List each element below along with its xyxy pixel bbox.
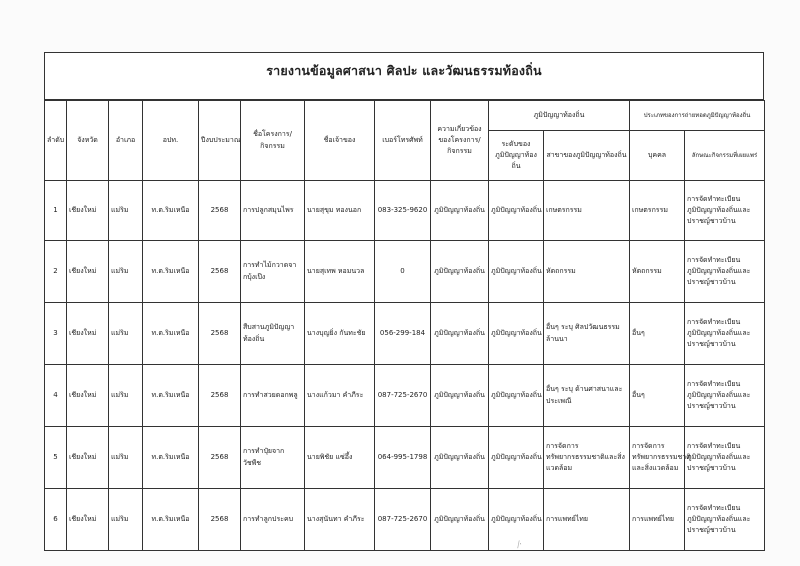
cell-province: เชียงใหม่ (67, 365, 109, 427)
table-row (45, 489, 765, 551)
scan-mark: ⁄· (516, 539, 524, 551)
table-row (45, 365, 765, 427)
cell-no: 1 (45, 181, 67, 241)
cell-province: เชียงใหม่ (67, 303, 109, 365)
cell-person: การแพทย์ไทย (630, 489, 685, 551)
cell-project: สืบสานภูมิปัญญาท้องถิ่น (241, 303, 305, 365)
header-project: ชื่อโครงการ/กิจกรรม (241, 101, 305, 181)
cell-level: ภูมิปัญญาท้องถิ่น (489, 303, 544, 365)
header-owner: ชื่อเจ้าของ (305, 101, 375, 181)
cell-year: 2568 (199, 303, 241, 365)
header-transfer-group: ประเภทของการถ่ายทอดภูมิปัญญาท้องถิ่น (630, 101, 765, 131)
cell-district: แม่ริม (109, 303, 143, 365)
cell-level: ภูมิปัญญาท้องถิ่น (489, 427, 544, 489)
cell-project: การทำไม้กวาดจากบุ้งเป๊ง (241, 241, 305, 303)
cell-phone: 087-725-2670 (375, 365, 431, 427)
cell-phone: 0 (375, 241, 431, 303)
cell-project: การทำปุ๋ยจากวัชพืช (241, 427, 305, 489)
cell-phone: 064-995-1798 (375, 427, 431, 489)
cell-field: อื่นๆ ระบุ ศิลปวัฒนธรรมล้านนา (544, 303, 630, 365)
cell-district: แม่ริม (109, 365, 143, 427)
cell-district: แม่ริม (109, 427, 143, 489)
cell-activity: การจัดทำทะเบียนภูมิปัญญาท้องถิ่นและปราชญ์ชาวบ้าน (685, 365, 765, 427)
header-spacer (44, 88, 764, 100)
cell-field: อื่นๆ ระบุ ด้านศาสนาและประเพณี (544, 365, 630, 427)
cell-province: เชียงใหม่ (67, 489, 109, 551)
cell-field: การจัดการทรัพยากรธรรมชาติและสิ่งแวดล้อม (544, 427, 630, 489)
cell-no: 2 (45, 241, 67, 303)
cell-no: 4 (45, 365, 67, 427)
cell-field: เกษตรกรรม (544, 181, 630, 241)
cell-owner: นางแก้วมา คำภีระ (305, 365, 375, 427)
cell-org: ท.ต.ริมเหนือ (143, 181, 199, 241)
cell-level: ภูมิปัญญาท้องถิ่น (489, 181, 544, 241)
cell-year: 2568 (199, 365, 241, 427)
cell-org: ท.ต.ริมเหนือ (143, 365, 199, 427)
cell-district: แม่ริม (109, 241, 143, 303)
table-row (45, 427, 765, 489)
cell-owner: นายพิชัย แซ่อึ้ง (305, 427, 375, 489)
cell-org: ท.ต.ริมเหนือ (143, 241, 199, 303)
cell-relation: ภูมิปัญญาท้องถิ่น (431, 241, 489, 303)
header-budget-year: ปีงบประมาณ (199, 101, 241, 181)
cell-year: 2568 (199, 241, 241, 303)
cell-owner: นางสุนันทา คำภีระ (305, 489, 375, 551)
cell-phone: 083-325-9620 (375, 181, 431, 241)
cell-activity: การจัดทำทะเบียนภูมิปัญญาท้องถิ่นและปราชญ์ชาวบ้าน (685, 181, 765, 241)
table-row (45, 303, 765, 365)
cell-activity: การจัดทำทะเบียนภูมิปัญญาท้องถิ่นและปราชญ์ชาวบ้าน (685, 489, 765, 551)
cell-level: ภูมิปัญญาท้องถิ่น (489, 241, 544, 303)
cell-level: ภูมิปัญญาท้องถิ่น (489, 489, 544, 551)
cell-province: เชียงใหม่ (67, 181, 109, 241)
cell-person: อื่นๆ (630, 303, 685, 365)
header-phone: เบอร์โทรศัพท์ (375, 101, 431, 181)
cell-year: 2568 (199, 489, 241, 551)
cell-owner: นายสุขุม ทองนอก (305, 181, 375, 241)
cell-district: แม่ริม (109, 489, 143, 551)
cell-relation: ภูมิปัญญาท้องถิ่น (431, 303, 489, 365)
cell-activity: การจัดทำทะเบียนภูมิปัญญาท้องถิ่นและปราชญ์ชาวบ้าน (685, 241, 765, 303)
header-wisdom-group: ภูมิปัญญาท้องถิ่น (489, 101, 630, 131)
cell-year: 2568 (199, 427, 241, 489)
cell-person: หัตถกรรม (630, 241, 685, 303)
cell-org: ท.ต.ริมเหนือ (143, 303, 199, 365)
cell-relation: ภูมิปัญญาท้องถิ่น (431, 427, 489, 489)
header-no: ลำดับ (45, 101, 67, 181)
report-table (44, 100, 765, 551)
cell-year: 2568 (199, 181, 241, 241)
cell-no: 5 (45, 427, 67, 489)
header-person: บุคคล (630, 131, 685, 181)
report-title-box (44, 52, 764, 89)
cell-org: ท.ต.ริมเหนือ (143, 427, 199, 489)
cell-relation: ภูมิปัญญาท้องถิ่น (431, 365, 489, 427)
cell-no: 3 (45, 303, 67, 365)
cell-phone: 087-725-2670 (375, 489, 431, 551)
cell-no: 6 (45, 489, 67, 551)
cell-relation: ภูมิปัญญาท้องถิ่น (431, 489, 489, 551)
cell-district: แม่ริม (109, 181, 143, 241)
table-row (45, 181, 765, 241)
cell-level: ภูมิปัญญาท้องถิ่น (489, 365, 544, 427)
header-wisdom-level: ระดับของภูมิปัญญาท้องถิ่น (489, 131, 544, 181)
report-title: รายงานข้อมูลศาสนา ศิลปะ และวัฒนธรรมท้องถิ่น (266, 62, 542, 78)
cell-person: การจัดการทรัพยากรธรรมชาติและสิ่งแวดล้อม (630, 427, 685, 489)
cell-owner: นางบุญยิ่ง กันทะชัย (305, 303, 375, 365)
cell-activity: การจัดทำทะเบียนภูมิปัญญาท้องถิ่นและปราชญ์ชาวบ้าน (685, 427, 765, 489)
table-row (45, 241, 765, 303)
cell-person: เกษตรกรรม (630, 181, 685, 241)
cell-field: หัตถกรรม (544, 241, 630, 303)
cell-project: การปลูกสมุนไพร (241, 181, 305, 241)
cell-province: เชียงใหม่ (67, 241, 109, 303)
header-province: จังหวัด (67, 101, 109, 181)
cell-field: การแพทย์ไทย (544, 489, 630, 551)
cell-phone: 056-299-184 (375, 303, 431, 365)
cell-org: ท.ต.ริมเหนือ (143, 489, 199, 551)
header-relation: ความเกี่ยวข้องของโครงการ/กิจกรรม (431, 101, 489, 181)
cell-project: การทำลูกประคบ (241, 489, 305, 551)
cell-person: อื่นๆ (630, 365, 685, 427)
cell-relation: ภูมิปัญญาท้องถิ่น (431, 181, 489, 241)
cell-project: การทำสวยดอกพลู (241, 365, 305, 427)
cell-activity: การจัดทำทะเบียนภูมิปัญญาท้องถิ่นและปราชญ์ชาวบ้าน (685, 303, 765, 365)
header-wisdom-field: สาขาของภูมิปัญญาท้องถิ่น (544, 131, 630, 181)
header-org: อปท. (143, 101, 199, 181)
header-activity: ลักษณะกิจกรรมที่เผยแพร่ (685, 131, 765, 181)
cell-owner: นายสุเทพ หอมนวล (305, 241, 375, 303)
cell-province: เชียงใหม่ (67, 427, 109, 489)
header-district: อำเภอ (109, 101, 143, 181)
